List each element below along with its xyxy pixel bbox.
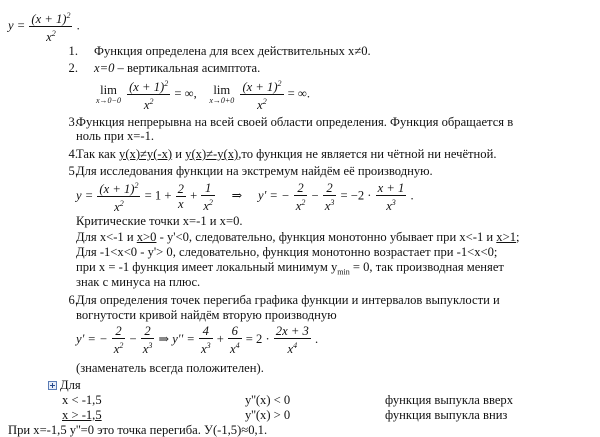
deriv1-eq2: = −2 · <box>340 188 372 203</box>
first-derivative-formula <box>76 180 414 213</box>
deriv1-plus: + <box>190 188 198 203</box>
deriv1-t2-num: 1 <box>201 182 215 196</box>
deriv2-b-num: 2 <box>141 325 155 339</box>
deriv2-plus: + <box>216 331 224 346</box>
fraction-denominator: x <box>46 30 52 45</box>
asymptote-label: x=0 <box>94 61 115 75</box>
limit-fraction-right <box>240 78 283 111</box>
lim-word: lim <box>100 83 117 98</box>
item-text-2 <box>94 61 260 75</box>
deriv1-f-den-exp: 2 <box>119 199 124 209</box>
decr-c: - y'<0, следовательно, функция монотонно убывает при x<-1 и <box>156 230 497 244</box>
item-number-3: 3. <box>68 115 78 129</box>
deriv1-result <box>376 182 407 212</box>
deriv2-a <box>112 325 126 355</box>
limit-den-exponent: 2 <box>149 97 154 107</box>
table-row-1-result: функция выпукла вверх <box>385 393 514 407</box>
function-fraction <box>29 10 72 43</box>
deriv2-b-exp: 3 <box>148 341 153 350</box>
decreasing-condition <box>76 230 520 244</box>
deriv1-d2-exp: 3 <box>330 197 335 207</box>
decr-e: ; <box>516 230 520 244</box>
deriv1-d1-exp: 2 <box>301 197 306 207</box>
deriv1-d2 <box>323 182 337 212</box>
inflection-point: При x=-1,5 y''=0 это точка перегиба. У(-1,5)≈0,1. <box>8 423 268 437</box>
deriv1-f-den: x <box>114 200 120 215</box>
limit-fraction-left <box>127 78 170 111</box>
item-number-5: 5. <box>68 164 78 178</box>
item-text-4 <box>76 147 496 161</box>
lim-word-right: lim <box>213 83 231 98</box>
parity-odd-check: y(x)≠-y(x) <box>185 147 239 161</box>
min-a: при x = -1 функция имеет локальный минимум y <box>76 260 338 274</box>
item-text-3-line1: Функция непрерывна на всей своей области определения. Функция обращается в <box>76 115 514 129</box>
deriv1-t2-exp: 2 <box>208 197 213 207</box>
deriv2-eq: = 2 · <box>245 331 270 346</box>
table-row-2-cond <box>62 408 102 422</box>
deriv1-t1-den: x <box>177 197 184 212</box>
deriv2-c-den: x <box>200 342 207 357</box>
deriv1-d1-num: 2 <box>294 182 308 196</box>
deriv1-dot: . <box>410 188 414 203</box>
deriv2-yprime: y' = − <box>76 331 108 346</box>
table-row-2-cond-text: x > -1,5 <box>62 408 102 422</box>
table-row-2-sign: y''(x) > 0 <box>245 408 291 422</box>
deriv1-d2-num: 2 <box>323 182 337 196</box>
deriv2-f-num: 2x + 3 <box>275 324 309 338</box>
item-number-1: 1. <box>68 44 78 58</box>
sign-change: знак с минуса на плюс. <box>76 275 201 289</box>
deriv2-e-num: 6 <box>228 325 242 339</box>
decr-b: x>0 <box>136 230 157 244</box>
item-number-2: 2. <box>68 61 78 75</box>
item-number-6: 6. <box>68 293 78 307</box>
y-equals: y = <box>8 18 26 33</box>
deriv2-minus: − <box>129 331 137 346</box>
item-text-1: Функция определена для всех действительных x≠0. <box>94 44 371 58</box>
lim-subscript-left: x→0−0 <box>96 96 121 106</box>
deriv1-r-num: x + 1 <box>377 180 405 195</box>
deriv2-dot: . <box>314 331 319 346</box>
parity-lead: Так как <box>76 147 120 161</box>
limit-result-right: = ∞. <box>287 86 311 101</box>
deriv2-c-num: 4 <box>199 325 213 339</box>
denominator-exponent: 2 <box>51 29 56 39</box>
deriv1-f-num: (x + 1) <box>99 182 135 197</box>
limit-exponent-right: 2 <box>277 79 282 88</box>
item-text-3-line2: ноль при x=-1. <box>76 129 155 143</box>
deriv1-lhs: y = <box>76 188 94 203</box>
deriv1-r-den: x <box>386 198 392 213</box>
lim-subscript-right: x→0+0 <box>209 96 235 106</box>
limit-result-left: = ∞, <box>174 86 197 101</box>
deriv2-c <box>199 325 213 355</box>
asymptote-text: – вертикальная асимптота. <box>114 61 261 75</box>
deriv2-c-exp: 3 <box>206 341 211 350</box>
deriv2-f <box>274 325 311 355</box>
deriv1-eq1: = 1 + <box>144 188 172 203</box>
deriv2-e <box>228 325 242 355</box>
min-sub: min <box>337 267 350 277</box>
table-row-2-result: функция выпукла вниз <box>385 408 508 422</box>
deriv1-term1 <box>176 183 186 210</box>
deriv2-b <box>141 325 155 355</box>
limit-exponent: 2 <box>164 79 169 88</box>
critical-points: Критические точки x=-1 и x=0. <box>76 214 243 228</box>
limit-numerator: (x + 1) <box>129 80 165 95</box>
parity-even-check: y(x)≠y(-x) <box>119 147 173 161</box>
deriv2-b-den: x <box>142 342 149 357</box>
second-derivative-formula <box>76 325 318 355</box>
deriv2-a-exp: 2 <box>119 341 124 350</box>
denominator-note: (знаменатель всегда положителен). <box>76 361 264 375</box>
deriv2-f-den: x <box>287 342 294 357</box>
decr-a: Для x<-1 и <box>76 230 137 244</box>
trailing-period: . <box>76 18 80 33</box>
deriv1-d2-den: x <box>324 198 331 213</box>
limit-den-exponent-right: 2 <box>262 97 267 107</box>
limit-denominator-right: x <box>257 98 263 113</box>
limit-numerator-right: (x + 1) <box>242 80 278 95</box>
numerator-exponent: 2 <box>66 11 71 20</box>
min-b: = 0, так производная меняет <box>349 260 504 274</box>
deriv1-minus: − <box>311 188 319 203</box>
deriv2-f-exp: 4 <box>293 341 298 350</box>
deriv2-a-num: 2 <box>112 325 126 339</box>
limit-denominator: x <box>143 98 150 113</box>
item-text-6-line2: вогнутости кривой найдём вторую производную <box>76 308 337 322</box>
deriv1-f-exp: 2 <box>134 181 139 190</box>
table-row-1-cond: x < -1,5 <box>62 393 102 407</box>
fraction-numerator: (x + 1) <box>31 12 67 27</box>
deriv1-function-fraction <box>97 180 140 213</box>
limit-left <box>96 84 121 105</box>
deriv2-e-den: x <box>230 342 236 357</box>
deriv1-d1 <box>294 182 308 212</box>
item-text-6-line1: Для определения точек перегиба графика функции и интервалов выпуклости и <box>76 293 500 307</box>
expand-icon[interactable] <box>48 381 57 390</box>
deriv1-yprime: y' = − <box>257 188 290 203</box>
increasing-condition: Для -1<x<0 - y'> 0, следовательно, функция монотонно возрастает при -1<x<0; <box>76 245 498 259</box>
deriv2-implies: ⇒ y'' = <box>158 331 195 346</box>
item-number-4: 4. <box>68 147 78 161</box>
parity-conclusion: ,то функция не является ни чётной ни нечётной. <box>238 147 497 161</box>
decr-d: x>1 <box>496 230 516 244</box>
table-row-1-sign: y''(x) < 0 <box>245 393 291 407</box>
item-text-5: Для исследования функции на экстремум найдём её производную. <box>76 164 433 178</box>
limit-right <box>209 84 234 105</box>
table-heading: Для <box>60 378 81 392</box>
parity-and: и <box>172 147 186 161</box>
deriv1-t2-den: x <box>203 198 209 213</box>
deriv1-t1-num: 2 <box>177 182 184 197</box>
deriv1-implies: ⇒ <box>231 188 243 203</box>
function-definition <box>8 10 80 43</box>
deriv1-r-exp: 3 <box>391 197 396 207</box>
deriv2-e-exp: 4 <box>235 341 240 350</box>
deriv1-term2 <box>201 182 215 212</box>
deriv1-d1-den: x <box>295 198 302 213</box>
deriv2-a-den: x <box>113 342 120 357</box>
limits-formula <box>96 78 310 111</box>
